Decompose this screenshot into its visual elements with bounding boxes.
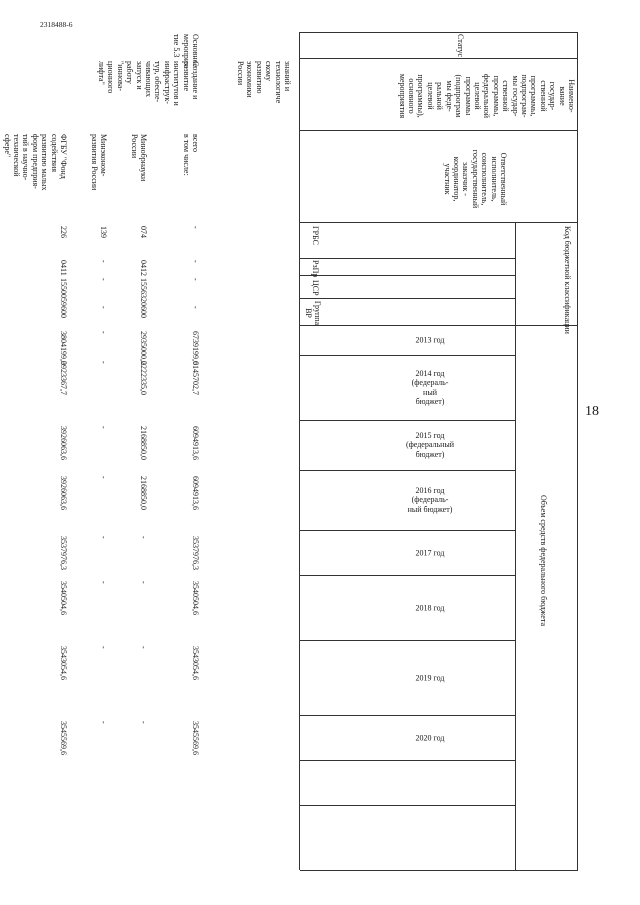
row-2-value-7: -: [139, 646, 148, 649]
row-4-responsible: ФГБУ "Фонд содействия развитию малых форм предприя- тий в научно- технической сфере": [2, 134, 68, 191]
document-id: 2318488-6: [40, 20, 73, 29]
row-3-value-7: -: [99, 646, 108, 649]
row-2-value-8: -: [139, 721, 148, 724]
row-4-value-5: 3537976,3: [59, 536, 68, 570]
table-rule: [300, 470, 516, 471]
header-year-7: 2019 год: [415, 672, 445, 682]
row-1-rzpr: -: [191, 260, 200, 263]
row-2-value-6: -: [139, 581, 148, 584]
row-3-value-3: -: [99, 426, 108, 429]
table-rule: [300, 805, 516, 806]
row-4-value-8: 3545569,6: [59, 721, 68, 755]
main-row-status: Основное мероприя- тие 5.3: [172, 34, 200, 70]
row-3-rzpr: -: [99, 260, 108, 263]
row-4-value-6: 3540504,6: [59, 581, 68, 615]
row-3-value-6: -: [99, 581, 108, 584]
table-rule: [300, 760, 516, 761]
table-rule: [300, 640, 516, 641]
continued-row-text: знаний и технологиче скому развитию экономики России: [235, 61, 292, 104]
table-rule: [300, 355, 516, 356]
row-4-value-3: 3926063,6: [59, 426, 68, 460]
header-responsible: Ответственный исполнитель, соисполнитель, государственный заказчик - координатор, участник: [442, 149, 508, 209]
table-rule: [300, 258, 516, 259]
header-name: Наимено- вание государ- ственной программы, подпрограм- мы государ- ственной программы, федеральной целевой программы (подпрограм мы феде- ральной целевой программы), основного мероприятия: [397, 73, 576, 119]
row-2-grbs: 074: [139, 226, 148, 238]
row-4-rzpr: 0411: [59, 260, 68, 276]
main-row-name: Создание и развитие институтов и инфраструк- тур, обеспе- чивающих запуск и работу "иннова- ционного лифта": [96, 61, 200, 106]
row-1-csr: -: [191, 278, 200, 281]
row-4-csr: 1550059: [59, 278, 68, 306]
row-3-value-2: -: [99, 361, 108, 364]
header-group-divider: [300, 325, 578, 326]
row-4-value-1: 3804199,0: [59, 331, 68, 365]
row-3-value-5: -: [99, 536, 108, 539]
row-1-value-5: 3537976,3: [191, 536, 200, 570]
header-year-4: 2016 год (федераль- ный бюджет): [407, 485, 453, 514]
header-mid-rule: [515, 222, 516, 870]
header-grbs: ГРБС: [311, 226, 320, 245]
row-1-value-2: 6145702,7: [191, 361, 200, 395]
row-2-value-4: 2168850,0: [139, 476, 148, 510]
table-rule: [300, 275, 516, 276]
row-2-value-2: 2222335,0: [139, 361, 148, 395]
row-2-value-3: 2168850,0: [139, 426, 148, 460]
row-3-value-1: -: [99, 331, 108, 334]
header-funding: Объем средств федерального бюджета: [539, 495, 548, 626]
row-3-csr: -: [99, 278, 108, 281]
row-4-value-4: 3926063,6: [59, 476, 68, 510]
row-2-value-5: -: [139, 536, 148, 539]
table-rule: [300, 420, 516, 421]
header-year-2: 2014 год (федераль- ный бюджет): [411, 368, 449, 406]
table-rule: [577, 58, 578, 870]
row-1-value-8: 3545569,6: [191, 721, 200, 755]
row-1-grbs: -: [191, 226, 200, 229]
header-budget-code: Код бюджетной классификации: [563, 226, 572, 334]
row-3-value-4: -: [99, 476, 108, 479]
row-2-csr: 1556320: [139, 278, 148, 306]
row-4-value-7: 3543054,6: [59, 646, 68, 680]
row-1-vr: -: [191, 306, 200, 309]
row-1-value-4: 6094913,6: [191, 476, 200, 510]
row-4-value-2: 3923367,7: [59, 361, 68, 395]
header-right-rule: [300, 870, 578, 871]
row-2-value-1: 2935000,0: [139, 331, 148, 365]
header-csr: ЦСР: [311, 280, 320, 296]
header-status: Статус: [456, 34, 465, 58]
header-bottom-rule: [299, 32, 300, 870]
table-rule: [300, 715, 516, 716]
header-vr: Группа ВР: [303, 300, 322, 326]
row-3-grbs: 139: [99, 226, 108, 238]
table-rule: [300, 32, 578, 33]
row-4-grbs: 226: [59, 226, 68, 238]
table-rule: [300, 58, 578, 59]
header-year-6: 2018 год: [415, 602, 445, 612]
row-1-responsible: всего в том числе:: [181, 134, 200, 176]
row-3-responsible: Минэконом- развития России: [89, 134, 108, 191]
table-rule: [300, 222, 578, 223]
row-3-value-8: -: [99, 721, 108, 724]
header-year-1: 2013 год: [415, 335, 445, 345]
row-4-vr: 600: [59, 306, 68, 318]
row-1-value-7: 3543054,6: [191, 646, 200, 680]
row-1-value-1: 6739199,0: [191, 331, 200, 365]
row-3-vr: -: [99, 306, 108, 309]
page-number: 18: [585, 404, 599, 419]
header-year-5: 2017 год: [415, 547, 445, 557]
header-year-3: 2015 год (федеральный бюджет): [405, 430, 455, 459]
table-rule: [300, 530, 516, 531]
table-rule: [300, 298, 516, 299]
row-1-value-6: 3540504,6: [191, 581, 200, 615]
row-1-value-3: 6094913,6: [191, 426, 200, 460]
row-2-rzpr: 0412: [139, 260, 148, 276]
row-2-vr: 600: [139, 306, 148, 318]
row-2-responsible: Минобрнауки России: [129, 134, 148, 182]
header-rzpr: РзПр: [311, 260, 320, 278]
header-year-8: 2020 год: [415, 732, 445, 742]
table-rule: [300, 575, 516, 576]
